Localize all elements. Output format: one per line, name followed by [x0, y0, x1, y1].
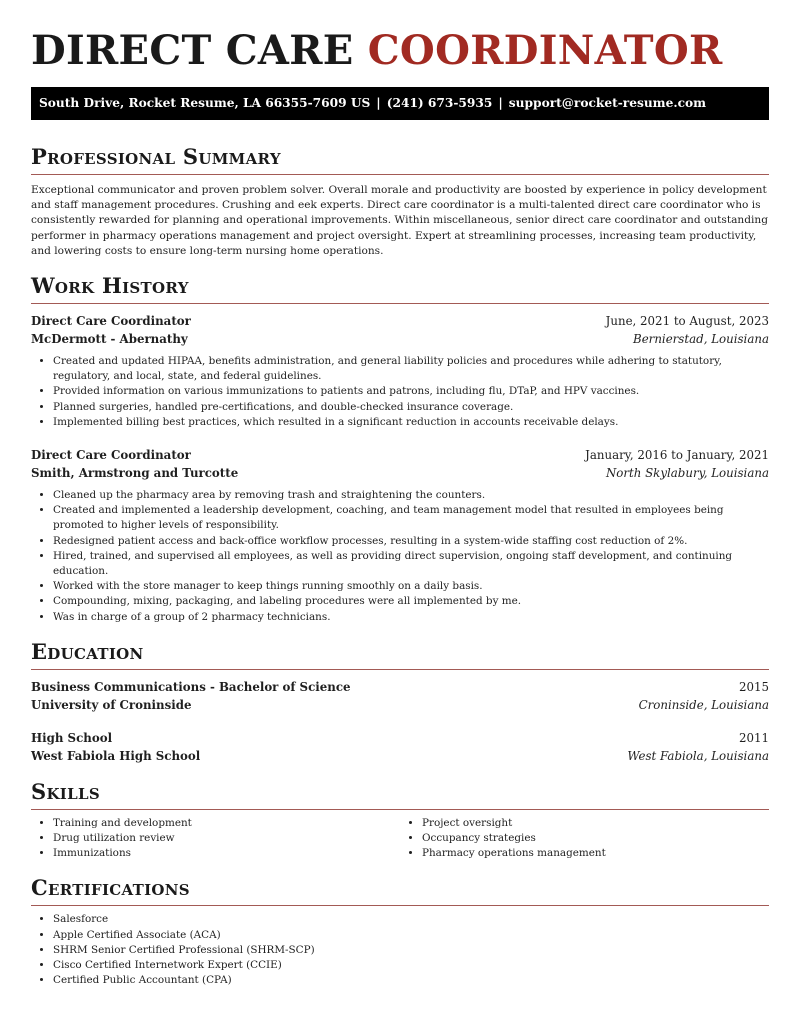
job-dates: June, 2021 to August, 2023 [605, 314, 769, 329]
job-company: McDermott - Abernathy [31, 332, 188, 347]
job-entry [31, 446, 769, 625]
skills-grid [31, 810, 769, 862]
job-dates: January, 2016 to January, 2021 [585, 448, 769, 463]
education-entry [31, 729, 769, 765]
section-title-skills: Skills [31, 779, 769, 810]
list-item: • Created and implemented a leadership development, coaching, and team management model that resulted in employees being promoted to higher levels of responsibility. [53, 503, 769, 533]
list-item: • Compounding, mixing, packaging, and labeling procedures were all implemented by me. [53, 594, 769, 609]
work-history-section [31, 273, 769, 625]
section-title-certifications: Certifications [31, 875, 769, 906]
name-part-2: COORDINATOR [367, 27, 723, 74]
summary-section [31, 144, 769, 259]
email-link[interactable]: support@rocket-resume.com [508, 96, 707, 110]
list-item: • Was in charge of a group of 2 pharmacy technicians. [53, 610, 769, 625]
graduation-year: 2011 [738, 730, 769, 745]
resume-name [31, 0, 769, 74]
education-section [31, 639, 769, 765]
list-item: • Occupancy strategies [422, 831, 769, 846]
list-item: • Worked with the store manager to keep things running smoothly on a daily basis. [53, 579, 769, 594]
list-item: • Apple Certified Associate (ACA) [53, 928, 769, 943]
list-item: • Training and development [53, 816, 400, 831]
list-item: • Created and updated HIPAA, benefits administration, and general liability policies and procedures while adhering to statutory, regulatory, and local, state, and federal guidelines. [53, 354, 769, 384]
job-company: Smith, Armstrong and Turcotte [31, 466, 239, 481]
separator: | [498, 96, 503, 110]
job-bullets [31, 354, 769, 430]
degree: Business Communications - Bachelor of Science [31, 679, 351, 694]
job-location: North Skylabury, Louisiana [605, 466, 769, 481]
list-item: • Planned surgeries, handled pre-certifications, and double-checked insurance coverage. [53, 400, 769, 415]
list-item: • Cleaned up the pharmacy area by removing trash and straightening the counters. [53, 488, 769, 503]
job-bullets [31, 488, 769, 625]
summary-text: Exceptional communicator and proven problem solver. Overall morale and productivity are boosted by experience in policy development and staff management procedures. Crushing and eek experts. Direct care coordinator is a multi-talented direct care coordinator who is consistently rewarded for planning and operational improvements. Within miscellaneous, senior direct care coordinator and outstanding performer in pharmacy operations management and project oversight. Expert at streamlining processes, increasing team productivity, and lowering costs to ensure long-term nursing home operations. [31, 184, 769, 257]
job-entry [31, 312, 769, 430]
list-item: • Drug utilization review [53, 831, 400, 846]
list-item: • Pharmacy operations management [422, 846, 769, 861]
school: University of Croninside [31, 697, 192, 712]
skills-list-left [31, 816, 400, 862]
list-item: • Redesigned patient access and back-office workflow processes, resulting in a system-wide staffing cost reduction of 2%. [53, 534, 769, 549]
list-item: • SHRM Senior Certified Professional (SHRM-SCP) [53, 943, 769, 958]
school-location: West Fabiola, Louisiana [627, 748, 769, 763]
contact-bar [31, 87, 769, 120]
list-item: • Salesforce [53, 912, 769, 927]
list-item: • Hired, trained, and supervised all employees, as well as providing direct supervision, ongoing staff development, and continuing education. [53, 549, 769, 579]
school: West Fabiola High School [31, 748, 201, 763]
job-role: Direct Care Coordinator [31, 448, 191, 463]
section-title-work-history: Work History [31, 273, 769, 304]
section-title-education: Education [31, 639, 769, 670]
certifications-section [31, 875, 769, 988]
separator: | [376, 96, 381, 110]
job-location: Bernierstad, Louisiana [633, 332, 769, 347]
address: South Drive, Rocket Resume, LA 66355-7609 US [39, 96, 371, 110]
list-item: • Implemented billing best practices, which resulted in a significant reduction in accounts receivable delays. [53, 415, 769, 430]
graduation-year: 2015 [738, 679, 769, 694]
phone-link[interactable]: (241) 673-5935 [386, 96, 493, 110]
name-part-1: DIRECT CARE [31, 27, 368, 74]
education-entry [31, 678, 769, 714]
list-item: • Project oversight [422, 816, 769, 831]
skills-section [31, 779, 769, 862]
school-location: Croninside, Louisiana [638, 697, 769, 712]
section-title-summary: Professional Summary [31, 144, 769, 175]
certifications-list [31, 912, 769, 988]
degree: High School [31, 730, 113, 745]
list-item: • Immunizations [53, 846, 400, 861]
list-item: • Provided information on various immunizations to patients and patrons, including flu, DTaP, and HPV vaccines. [53, 384, 769, 399]
job-role: Direct Care Coordinator [31, 314, 191, 329]
skills-list-right [400, 816, 769, 862]
list-item: • Certified Public Accountant (CPA) [53, 973, 769, 988]
list-item: • Cisco Certified Internetwork Expert (CCIE) [53, 958, 769, 973]
